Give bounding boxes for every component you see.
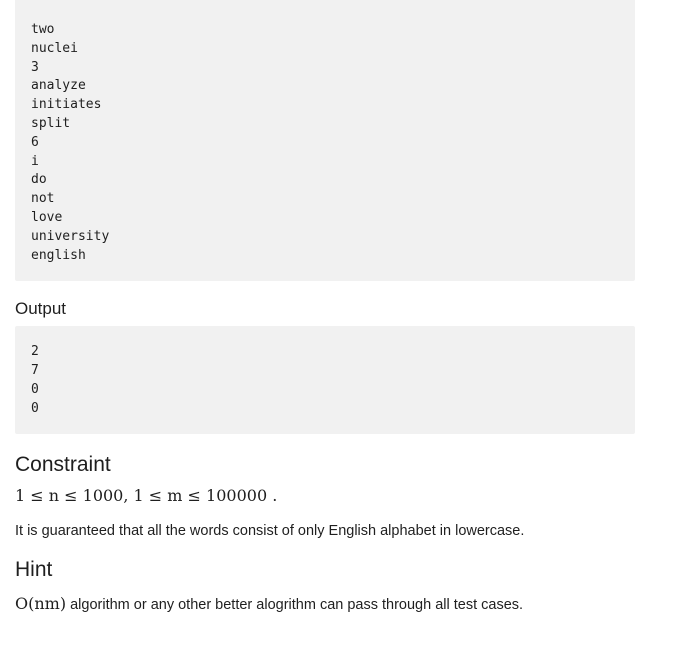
- input-line: love: [31, 209, 63, 225]
- input-line: do: [31, 172, 47, 188]
- input-line: 6: [31, 134, 39, 150]
- hint-text-body: algorithm or any other better alogrithm can pass through all test cases.: [66, 597, 524, 613]
- input-line: split: [31, 115, 71, 131]
- constraint-math: 1 ≤ n ≤ 1000, 1 ≤ m ≤ 100000 .: [15, 486, 278, 505]
- input-line: nuclei: [31, 40, 78, 56]
- output-line: 0: [31, 401, 39, 416]
- input-line: university: [31, 228, 110, 244]
- hint-heading: Hint: [15, 558, 53, 581]
- hint-text: [15, 594, 523, 613]
- constraint-heading: Constraint: [15, 453, 111, 476]
- input-line: 3: [31, 59, 39, 75]
- sample-input-block: [15, 0, 635, 281]
- sample-output-block: [15, 326, 635, 434]
- input-line: initiates: [31, 97, 102, 113]
- input-line: i: [31, 153, 39, 169]
- constraint-text: It is guaranteed that all the words consist of only English alphabet in lowercase.: [15, 523, 525, 539]
- output-line: 7: [31, 363, 39, 378]
- input-line: analyze: [31, 78, 86, 94]
- output-line: 0: [31, 382, 39, 397]
- input-line: english: [31, 247, 86, 263]
- input-line: two: [31, 22, 55, 37]
- output-label: Output: [15, 299, 67, 318]
- output-line: 2: [31, 344, 39, 359]
- hint-complexity-math: O(nm): [15, 594, 67, 613]
- input-line: not: [31, 191, 55, 207]
